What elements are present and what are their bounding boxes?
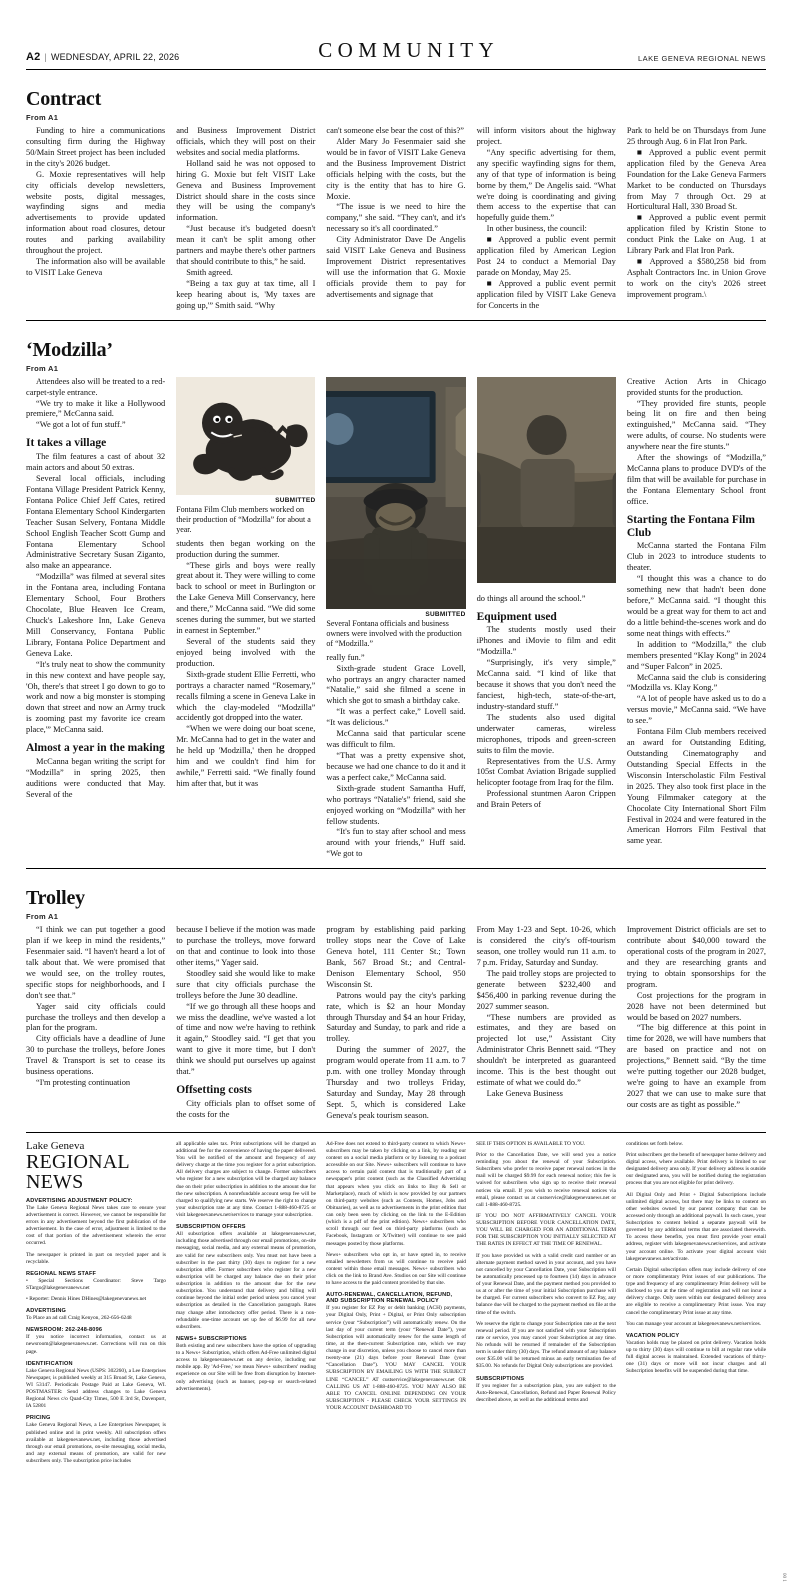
- paragraph: ■ Approved a public event permit application filed by VISIT Lake Geneva for Concerts in the: [476, 278, 616, 310]
- issue-date: WEDNESDAY, APRIL 22, 2026: [50, 52, 180, 62]
- legal-paragraph: Vacation holds may be placed on print delivery. Vacation holds up to thirty (30) days will continue to bill at regular rate while full digital access is maintained. Extended vacations of thirty-one (31) days or more will not incur charges and all Subscription benefits will be suspended during that time.: [626, 1339, 766, 1375]
- legal-paragraph: conditions set forth below.: [626, 1140, 684, 1147]
- legal-heading: PRICING: [26, 1415, 51, 1422]
- paragraph: “The big difference at this point in time for 2028, we will have numbers that are based on practice and not on projections,” Bennett said. “By the time we're putting together our 2028 budget, we're going to have an example from 2027 that we can use to make sure that our costs are as tight as possible.”: [626, 1023, 767, 1109]
- paragraph: “That was a pretty expensive shot, because we had one chance to do it and it was a perfect cake,” McCanna said.: [326, 750, 466, 782]
- subhead-starting-film-club: Starting the Fontana Film Club: [626, 513, 755, 539]
- paragraph: In addition to “Modzilla,” the club members presented “Klay Kong” in 2024 and “Super Falcon” in 2025.: [626, 639, 767, 671]
- paragraph: “It was a perfect cake,” Lovell said. “It was delicious.”: [326, 707, 466, 728]
- paragraph: can't someone else bear the cost of this?”: [326, 126, 464, 135]
- paragraph: “Being a tax guy at tax time, all I keep hearing about is, 'My taxes are going up,'” Smith said. “Why: [176, 278, 316, 310]
- paragraph: Yager said city officials could purchase the trolleys and then develop a plan for the program.: [26, 1001, 166, 1033]
- paragraph: Sixth-grade student Ellie Ferretti, who portrays a character named “Rosemary,” recalls filming a scene in Geneva Lake in which the clay-modeled “Modzilla” accidently got dropped into the water.: [176, 669, 316, 723]
- legal-paragraph: Print subscribers get the benefit of newspaper home delivery and digital access, where available. Print delivery is limited to our designated delivery area only. If your delivery address is outside our designated area, you will be notified during the registration process that you are not eligible for print delivery.: [626, 1151, 766, 1187]
- contract-col-2: [176, 126, 315, 312]
- modzilla-col-3: [326, 377, 465, 861]
- legal-paragraph: All Digital Only and Print + Digital Subscriptions include unlimited digital access, but there may be links to content on other websites owned by our parent company that can be accessed only through an additional paywall. In such cases, your Subscription to content behind a separate paywall will be governed by any additional terms that are associated therewith. To access these benefits, you must first provide your email address, register with lakegenevanews.net/services, and activate your account online. To activate your digital account visit lakegenevanews.net/activate.: [626, 1191, 766, 1262]
- legal-heading: NEWS+ SUBSCRIPTIONS: [176, 1335, 247, 1342]
- contract-col-5: [627, 126, 766, 312]
- paragraph: because I believe if the motion was made to purchase the trolleys, move forward on that and continue to look into those other items,” Yager said.: [176, 925, 316, 967]
- paragraph: “We got a lot of fun stuff.”: [36, 420, 126, 430]
- paragraph: “The issue is we need to hire the company,” she said. “They can't, and it's necessary so it's all coordinated.”: [326, 202, 466, 234]
- contract-col-3: [326, 126, 465, 312]
- legal-heading: IDENTIFICATION: [26, 1360, 73, 1367]
- paragraph: “Surprisingly, it's very simple,” McCanna said. “I kind of like that because it shows that you don't need the fanciest, high-tech, state-of-the-art, industry-standard stuff.”: [476, 658, 616, 711]
- paragraph: Professional stuntmen Aaron Crippen and Brain Peters of: [476, 789, 616, 810]
- paragraph: “We try to make it like a Hollywood premiere,” McCanna said.: [26, 398, 166, 419]
- subhead-equipment-used: Equipment used: [476, 610, 557, 623]
- paragraph: ■ Approved a public event permit application filed by American Legion Post 24 to conduct a Memorial Day parade on Monday, May 25.: [476, 235, 616, 277]
- modzilla-col-1: [26, 377, 165, 861]
- paragraph: Representatives from the U.S. Army 105st Combat Aviation Brigade supplied helicopter footage from Iraq for the film.: [476, 756, 616, 788]
- paragraph: do things all around the school.”: [476, 593, 586, 603]
- legal-paragraph: We reserve the right to change your Subscription rate at the next renewal period. If you are not satisfied with your Subscription rate or service, you may cancel your Subscription at any time. No refunds will be returned if remainder of the Subscription term is under thirty (30) days. The refund amount of any balance over $35.00 will be returned minus an early termination fee of $35.00. No refunds for Digital Only subscriptions are provided.: [476, 1320, 616, 1370]
- photo-film-club: [326, 377, 465, 609]
- nameplate-line-2: REGIONAL NEWS: [26, 1150, 130, 1193]
- paragraph: program by establishing paid parking trolley stops near the Cove of Lake Geneva hotel, 111 Center St.; Town Bank, 567 Broad St.; and Central-Denison Elementary School, 950 Wisconsin St.: [326, 925, 466, 989]
- paragraph: McCanna said the club is considering “Modzilla vs. Klay Kong.”: [626, 672, 767, 693]
- legal-paragraph: all applicable sales tax. Print subscriptions will be charged an additional fee for the convenience of having the paper delivered. You will be notified of the amount and frequency of any delivery charge at the time you register for a print subscription. All delivery charges are subject to change. Former subscribers who register for a new subscription will be charged any balance due on their prior subscription in addition to the amount due for the new subscription. A nonrefundable account setup fee will be charged to qualifying new starts. We reserve the right to change your subscription rate at any time. Contact 1-888-460-8725 or visit lakegenevanews.net/services to manage your subscription.: [176, 1140, 316, 1219]
- paragraph: “When we were doing our boat scene, Mr. McCanna had to get in the water and he held up 'Modzilla,' then he dropped him and we couldn't find him for awhile,” Ferretti said. “We finally found him after that, but it was: [176, 724, 316, 788]
- legal-paragraph: SEE IF THIS OPTION IS AVAILABLE TO YOU.: [476, 1140, 586, 1147]
- paragraph: City officials plan to offset some of the costs for the: [176, 1098, 316, 1119]
- story-modzilla: [26, 321, 766, 861]
- paragraph: Cost projections for the program in 2028 have not been determined but would be based on 2027 numbers.: [626, 990, 767, 1022]
- legal-paragraph: If you notice incorrect information, contact us at newsroom@lakegenevanews.net. Corrections will run on this page.: [26, 1334, 166, 1355]
- paragraph: After the showings of “Modzilla,” McCanna plans to produce DVD's of the film that will be available for purchase in the Fontana Elementary School front office.: [626, 453, 767, 506]
- modzilla-col-2: [176, 377, 315, 861]
- jumpline-contract: From A1: [26, 113, 59, 122]
- legal-paragraph: If you register for a subscription plan, you are subject to the Auto-Renewal, Cancellation, Refund and Paper Renewal Policy described above, as well as the additional terms and: [476, 1382, 616, 1403]
- legal-heading: AUTO-RENEWAL, CANCELLATION, REFUND, AND SUBSCRIPTION RENEWAL POLICY: [326, 1292, 453, 1305]
- paragraph: Holland said he was not opposed to hiring G. Moxie but felt VISIT Lake Geneva and Business Improvement District should share in the costs since they will be using the company's information.: [176, 158, 316, 223]
- legal-heading: REGIONAL NEWS STAFF: [26, 1270, 97, 1277]
- publication-name: LAKE GENEVA REGIONAL NEWS: [638, 54, 766, 63]
- paragraph: Funding to hire a communications consulting firm during the Highway 50/Main Street project has been included in the city's 2026 budget.: [26, 126, 166, 168]
- paragraph: The paid trolley stops are projected to generate between $232,400 and $456,400 in parking revenue during the 2027 summer season.: [476, 968, 616, 1011]
- paragraph: Smith agreed.: [186, 267, 233, 277]
- paragraph: Lake Geneva Business: [486, 1089, 563, 1099]
- paragraph: “Just because it's budgeted doesn't mean it can't be split among other partners and maybe there's other partners that should contribute to this,” he said.: [176, 224, 316, 267]
- photo-credit: SUBMITTED: [275, 496, 316, 504]
- jumpline-trolley: From A1: [26, 912, 59, 922]
- legal-heading: ADVERTISING ADJUSTMENT POLICY:: [26, 1197, 133, 1204]
- page-number: A2: [26, 51, 41, 63]
- legal-heading: NEWSROOM: 262-248-8096: [26, 1327, 103, 1334]
- paragraph: “If we go through all these hoops and we miss the deadline, we've wasted a lot of time and now we're having to rethink it again,” Stoodley said. “I get that you want to give it more time, but I don't think we should put ourselves up against that.”: [176, 1001, 316, 1077]
- paragraph: City officials have a deadline of June 30 to purchase the trolleys, before Jones Travel & Transport is set to cease its business operations.: [26, 1034, 166, 1077]
- subhead-it-takes-a-village: It takes a village: [26, 437, 107, 450]
- photo-caption: Several Fontana officials and business owners were involved with the production of “Modzilla.”: [326, 618, 462, 648]
- legal-paragraph: Certain Digital subscription offers may include delivery of one or more complimentary Print issues of our publications. The type and frequency of any complimentary Print delivery will be disclosed to you at the time of registration and will not incur a delivery charge. Only users within our designated delivery area are eligible to receive a complimentary Print issue. You may cancel the complimentary Print issue at any time.: [626, 1266, 766, 1316]
- contract-col-1: [26, 126, 165, 312]
- legal-heading: ADVERTISING: [26, 1308, 67, 1315]
- paragraph: The information also will be available to VISIT Lake Geneva: [26, 257, 166, 277]
- modzilla-col-4: [477, 377, 616, 861]
- newspaper-nameplate: [26, 1141, 166, 1192]
- contract-col-4: [477, 126, 616, 312]
- modzilla-col-5: [627, 377, 766, 861]
- trolley-col-5: [627, 925, 766, 1122]
- legal-col-1: [26, 1141, 166, 1469]
- legal-heading: SUBSCRIPTIONS: [476, 1375, 525, 1382]
- headline-trolley: Trolley: [26, 887, 85, 910]
- paragraph: students then began working on the production during the summer.: [176, 538, 316, 559]
- paragraph: Park to held be on Thursdays from June 25 through Aug. 6 in Flat Iron Park.: [626, 126, 767, 146]
- paragraph: “I think we can put together a good plan if we keep in mind the residents,” Fesenmaier said. “I haven't heard a lot of talk about that. We were promised that we would see, on the trolley routes, specific stops for neighborhoods, and I don't see that.”: [26, 925, 166, 1000]
- subhead-almost-a-year: Almost a year in the making: [26, 742, 165, 755]
- legal-paragraph: • Special Sections Coordinator: Steve Targo STargo@lakegenevanews.net: [26, 1277, 166, 1291]
- legal-paragraph: To Place an ad call Craig Kenyon, 262-656-6248: [26, 1315, 132, 1322]
- legal-paragraph: News+ subscribers who opt in, or have opted in, to receive emailed newsletters from us will continue to receive paid content within those email messages. News+ subscribers who click on the link to Brand Ave. Studios on our Site will continue to have access to the paid content provided by that site.: [326, 1251, 466, 1287]
- paragraph: “These girls and boys were really great about it. They were willing to come back to school or meet in Burlington or the Lake Geneva Mill Conservancy, here and there,” McCanna said. “We did some scenes during the summer, but we started in earnest in September.”: [176, 560, 316, 636]
- legal-paragraph: Both existing and new subscribers have the option of upgrading to a News+ Subscription, which offers Ad-Free unlimited digital access to lakegenevanews.net on any device, including our mobile app. By 'Ad-Free,' we mean News+ subscribers' reading experience on our Site will be free from disruption by Internet-only advertising (such as banner, pop-up or search-related advertisements).: [176, 1342, 316, 1392]
- paragraph: The students mostly used their iPhones and iMovie to film and edit “Modzilla.”: [476, 625, 616, 657]
- paragraph: Stoodley said she would like to make sure that city officials purchase the trolleys before the June 30 deadline.: [176, 968, 316, 1000]
- paragraph: Patrons would pay the city's parking rate, which is $2 an hour Monday through Thursday and $4 an hour Friday, Saturday and Sunday, to park and ride a trolley.: [326, 990, 466, 1044]
- story-contract: [26, 70, 766, 312]
- legal-paragraph: IF YOU DO NOT AFFIRMATIVELY CANCEL YOUR SUBSCRIPTION BEFORE YOUR CANCELLATION DATE, YOU WILL BE CHARGED FOR AN ADDITIONAL TERM FOR THE SUBSCRIPTION YOU INITIALLY SELECTED AT THE RATES IN EFFECT AT THE TIME OF RENEWAL.: [476, 1212, 616, 1248]
- paragraph: McCanna began writing the script for “Modzilla” in spring 2025, then auditions were conducted that May. Several of the: [26, 757, 166, 799]
- photo-credit: SUBMITTED: [425, 610, 466, 618]
- legal-paragraph: • Reporter: Dennis Hines DHines@lakegenevanews.net: [26, 1296, 147, 1303]
- paragraph: McCanna said that particular scene was difficult to film.: [326, 729, 466, 750]
- legal-paragraph: All subscription offers available at lakegenevanews.net, including those advertised through our email promotions, on-site messaging, social media, and any external means of promotion, are valid for new subscribers only. You must not have been a subscriber in the past thirty (30) days to register for a new subscription offer. Former subscribers who register for a new subscription will be charged any balance due on their prior subscription in addition to the amount due for the new subscription. You understand that delivery and billing will continue beyond the initial order period unless you cancel your subscription as detailed in the Cancellation paragraph. Rates may change after introductory offer period. There is a non-refundable one-time account set up fee of $6.99 for all new subscribers.: [176, 1231, 316, 1330]
- legal-paragraph: Lake Geneva Regional News, a Lee Enterprises Newspaper, is published online and in print weekly. All subscription offers available at lakegenevanews.net, including those advertised through our email promotions, on-site messaging, social media, and any external means of promotion, are valid for new subscribers only. The subscription price includes: [26, 1422, 166, 1465]
- paragraph: “I'm protesting continuation: [36, 1078, 131, 1088]
- legal-col-4: [476, 1141, 616, 1469]
- legal-paragraph: You can manage your account at lakegenevanews.net/services.: [626, 1320, 762, 1327]
- jumpline-modzilla: From A1: [26, 363, 59, 373]
- paragraph: “Modzilla” was filmed at several sites in the Fontana area, including Fontana Elementary School, Four Brothers Chocolate, Blue Heaven Ice Cream, Chuck's Lakeshore Inn, Lake Geneva Mill Conservancy, Fontana Public Library, Fontana Police Department and Geneva Lake.: [26, 572, 166, 658]
- legal-paragraph: If you have provided us with a valid credit card number or an alternate payment method saved in your account, and you have not cancelled by your Cancellation Date, your Subscription will be automatically processed up to fourteen (14) days in advance of your Renewal Date, and the payment method you provided to us at or after the time of your initial Subscription purchase will be charged. For current subscribers who convert to EZ Pay, any balance due will be charged to the payment method on file at the time of the switch.: [476, 1252, 616, 1316]
- paragraph: McCanna started the Fontana Film Club in 2023 to introduce students to theater.: [626, 541, 767, 573]
- press-code: 00 1: [781, 1573, 786, 1582]
- masthead-left: [26, 51, 179, 63]
- paragraph: “These numbers are provided as estimates, and they are based on projected lot use,” Assistant City Administrator Chris Bennett said. “They shouldn't be interpreted as guaranteed income. This is the best thought out estimate of what we could do.”: [476, 1012, 616, 1088]
- legal-paragraph: If you register for EZ Pay or debit banking (ACH) payments, your Digital Only, Print + Digital, or Print Only subscription service (your “Subscription”) will automatically renew. On the last day of your current term (your “Renewal Date”), your Subscription will automatically renew for the same length of time, at the then-current Subscription rate, which we may change in our discretion, unless you choose to cancel more than twenty-one (21) days before your Renewal Date (your “Cancellation Date”). YOU MAY CANCEL YOUR SUBSCRIPTION BY EMAILING US WITH THE SUBJECT LINE “CANCEL” AT custservice@lakegenevanews.net OR CALLING US AT 1-888-460-8725. YOU MAY ALSO BE ABLE TO CANCEL ONLINE DEPENDING ON YOUR SUBSCRIPTION - PLEASE CHECK YOUR SETTINGS IN YOUR ACCOUNT DASHBOARD TO: [326, 1305, 466, 1412]
- paragraph: “It's fun to stay after school and mess around with your friends,” Huff said. “We got to: [326, 827, 466, 859]
- paragraph: G. Moxie representatives will help city officials develop newsletters, website posts, digital messages, wayfinding signs and media advertisements to provide updated information about road closures, detour routes and parking availability throughout the project.: [26, 169, 166, 256]
- paragraph: “It's truly neat to show the community in this new context and have people say, 'Oh, there's that street I go down to go to work and now a big monster is stomping down that street and now an Army truck is zooming past my favorite ice cream place,'” McCanna said.: [26, 659, 166, 735]
- paragraph: ■ Approved a public event permit application filed by the Geneva Area Foundation for the Lake Geneva Farmers Market to be conducted on Thursdays from May 7 through Oct. 29 at Horticultural Hall, 330 Broad St.: [626, 147, 767, 212]
- paragraph: City Administrator Dave De Angelis said VISIT Lake Geneva and Business Improvement District representatives will use the information that G. Moxie officials provide them to pay for advertisements and signage that: [326, 235, 466, 299]
- story-trolley: [26, 869, 766, 1122]
- paragraph: From May 1-23 and Sept. 10-26, which is considered the city's off-tourism season, one trolley would run 11 a.m. to 7 p.m. Friday, Saturday and Sunday.: [476, 925, 616, 967]
- paragraph: ■ Approved a $580,258 bid from Asphalt Contractors Inc. in Union Grove to work on the city's 2026 street improvement program.\: [626, 257, 767, 299]
- paragraph: Fontana Film Club members received an award for Outstanding Editing, Outstanding Cinematography and Outstanding Special Effects in the Wisconsin Interscholastic Film Festival in 2025. They also took first place in the Young Filmmaker category at the Chocolate City International Short Film Festival in 2024 and were featured in the American Horrors Film Festival that same year.: [626, 727, 767, 846]
- photo-officials: [477, 377, 616, 583]
- legal-divider: [26, 1132, 766, 1133]
- paragraph: “They provided fire stunts, people being lit on fire and then being extinguished,” McCanna said. “They were adults, of course. No students were anywhere near the fire stunts.”: [626, 398, 767, 452]
- paragraph: and Business Improvement District officials, which they will post on their websites and social media platforms.: [176, 126, 316, 157]
- headline-contract: Contract: [26, 88, 102, 110]
- trolley-col-4: [477, 925, 616, 1122]
- paragraph: In other business, the council:: [486, 224, 587, 234]
- paragraph: During the summer of 2027, the program would operate from 11 a.m. to 7 p.m. with one trolley Monday through Thursday and two trolleys Friday, Saturday and Sunday, May 28 through Sept. 5, which is considered Lake Geneva's peak tourism season.: [326, 1045, 466, 1120]
- paragraph: The students also used digital underwater cameras, wireless microphones, tripods and green-screen suits to film the movie.: [476, 712, 616, 755]
- paragraph: will inform visitors about the highway project.: [476, 126, 616, 146]
- paragraph: Sixth-grade student Samantha Huff, who portrays “Natalie's” friend, said she enjoyed working on “Modzilla” with her fellow students.: [326, 783, 466, 826]
- paragraph: “Any specific advertising for them, any specific wayfinding signs for them, any of that type of information is being borne by them,” De Angelis said. “What we're doing is coordinating and giving them access to the expertise that can hopefully guide them.”: [476, 147, 616, 223]
- nameplate-line-1: Lake Geneva: [26, 1139, 85, 1152]
- section-title: COMMUNITY: [318, 38, 500, 62]
- legal-heading: SUBSCRIPTION OFFERS: [176, 1224, 246, 1231]
- legal-block: [26, 1141, 766, 1469]
- modzilla-illustration: [176, 377, 315, 495]
- photo-caption: Fontana Film Club members worked on their production of “Modzilla” for about a year.: [176, 504, 311, 534]
- legal-heading: VACATION POLICY: [626, 1332, 680, 1339]
- page-masthead: [26, 0, 766, 63]
- legal-paragraph: Prior to the Cancellation Date, we will send you a notice reminding you about the renewal of your Subscription. Subscribers who prefer to receive paper renewal notices in the mail will be charged $9.99 for each renewal notice; this fee is waived for subscribers who sign up to receive their renewal notices via email. If you wish to receive renewal notices via email, please contact us at custservice@lakegenevanews.net or call 1-888-460-8725.: [476, 1151, 616, 1208]
- masthead-separator: |: [44, 52, 47, 62]
- legal-paragraph: The Lake Geneva Regional News takes care to ensure your advertisement is correct. However, we cannot be responsible for errors in any advertisement beyond the first publication of the advertisement. In the case of error, adjustment is limited to the cost of that portion of the advertisement wherein the error occurred.: [26, 1204, 166, 1247]
- subhead-offsetting-costs: Offsetting costs: [176, 1084, 252, 1097]
- trolley-col-2: [176, 925, 315, 1122]
- paragraph: “A lot of people have asked us to do a versus movie,” McCanna said. “We have to see.”: [626, 694, 767, 726]
- paragraph: Several local officials, including Fontana Village President Patrick Kenny, Fontana Police Chief Jeff Cates, retired Fontana Elementary School Kindergarten Teacher Susan Selvery, Fontana Middle School English Teacher Scott Gump and Fontana Elementary School Administrative Secretary Susan Ziganto, also make an appearance.: [26, 474, 166, 571]
- legal-paragraph: Ad-Free does not extend to third-party content to which News+ subscribers may be taken by clicking on a link, by reading our content on a social media platform or by listening to a podcast accessible on our Site. News+ subscribers will continue to have access to certain paid content that is traditionally part of a newspaper's print content (such as the Classified Advertising that appears when you click on links to Buy & Sell or Marketplace), much of which is now provided by our partners on third-party websites (such as Contests, Homes, Jobs and Obituaries), as well as to advertisements in the print edition that can only been seen by clicking on the link to the E-Edition (which is a pdf of the print edition). News+ subscribers who scroll through our feed on third-party platforms (such as Facebook, Instagram or X/Twitter) will continue to see paid messages posted by those platforms.: [326, 1140, 466, 1247]
- legal-col-2: [176, 1141, 316, 1469]
- paragraph: Several of the students said they enjoyed being involved with the production.: [176, 636, 316, 668]
- paragraph: Improvement District officials are set to contribute about $40,000 toward the operational costs of the program in 2027, and they are researching grants and trying to obtain sponsorships for the program.: [626, 925, 767, 989]
- legal-col-5: [626, 1141, 766, 1469]
- paragraph: “I thought this was a chance to do something new that hadn't been done before,” McCanna said. “I thought this would be a great way for them to act and do a little behind-the-scenes work and do some neat things with effects.”: [626, 574, 767, 638]
- paragraph: Sixth-grade student Grace Lovell, who portrays an angry character named “Natalie,” said she filmed a scene in which she got to smash a birthday cake.: [326, 663, 466, 706]
- legal-paragraph: Lake Geneva Regional News (USPS: 302260), a Lee Enterprises Newspaper, is published weekly at 315 Broad St, Lake Geneva, WI 53147. Periodicals Postage Paid at Lake Geneva, WI. POSTMASTER: Send address changes to Lake Geneva Regional News c/o Quad-City Times, 500 E 3rd St, Davenport, IA 52801: [26, 1367, 166, 1410]
- trolley-col-1: [26, 925, 165, 1122]
- paragraph: ■ Approved a public event permit application filed by Kristin Stone to conduct Pink the Lake on Aug. 1 at Library Park and Flat Iron Park.: [626, 213, 767, 256]
- paragraph: Alder Mary Jo Fesenmaier said she would be in favor of VISIT Lake Geneva and the Business Improvement District officials helping with the costs, but the city is the entity that has to hire G. Moxie.: [326, 136, 466, 201]
- paragraph: The film features a cast of about 32 main actors and about 50 extras.: [26, 452, 166, 473]
- paragraph: Attendees also will be treated to a red-carpet-style entrance.: [26, 376, 166, 397]
- legal-col-3: [326, 1141, 466, 1469]
- trolley-col-3: [326, 925, 465, 1122]
- legal-paragraph: The newspaper is printed in part on recycled paper and is recyclable.: [26, 1251, 166, 1265]
- headline-modzilla: ‘Modzilla’: [26, 338, 113, 361]
- paragraph: really fun.”: [326, 652, 365, 662]
- paragraph: Creative Action Arts in Chicago provided stunts for the production.: [626, 376, 767, 397]
